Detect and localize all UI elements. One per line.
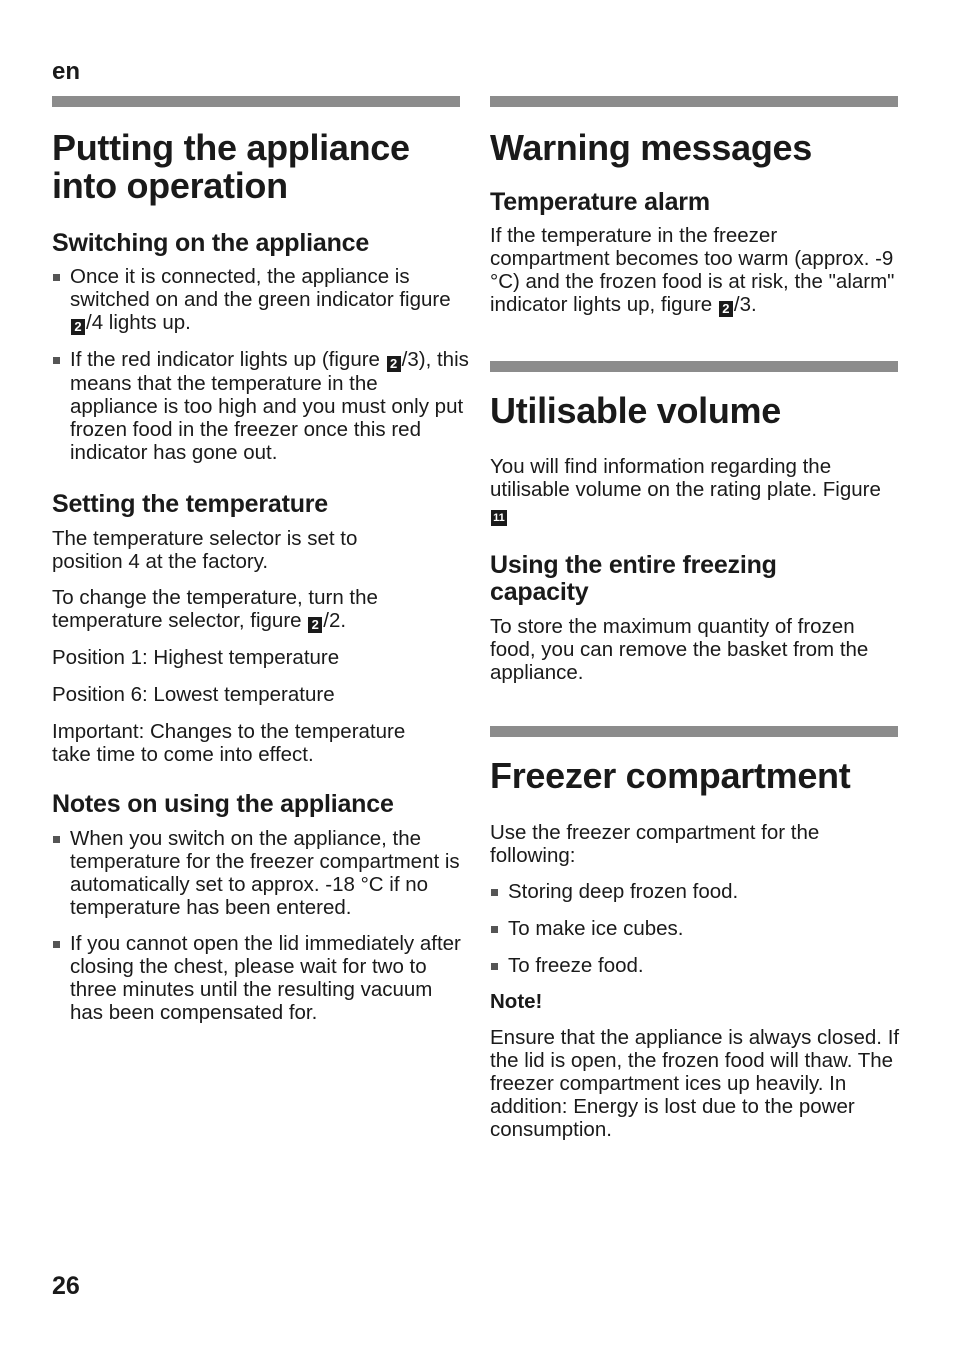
heading-temperature-alarm: Temperature alarm xyxy=(490,188,710,216)
paragraph: The temperature selector is set to position 4 at the factory. xyxy=(52,527,358,573)
paragraph: Use the freezer compartment for the following: xyxy=(490,821,820,867)
heading-switching-on: Switching on the appliance xyxy=(52,229,370,257)
left-column xyxy=(52,96,469,1024)
paragraph: Position 1: Highest temperature xyxy=(52,646,340,669)
paragraph: Ensure that the appliance is always closed. If the lid is open, the frozen food will thaw. The freezer compartment ices up heavily. In addition: Energy is lost due to the power consumption. xyxy=(490,1026,900,1141)
section-rule xyxy=(490,361,898,372)
figure-ref-icon: 2 xyxy=(308,617,322,633)
list-item: Once it is connected, the appliance is switched on and the green indicator figure 2 /4 lights up. xyxy=(52,265,470,335)
section-rule xyxy=(490,96,898,107)
list-item: Storing deep frozen food. xyxy=(490,880,902,903)
heading-notes: Notes on using the appliance xyxy=(52,790,394,818)
figure-ref-icon: 2 xyxy=(387,356,401,372)
note-label: Note! xyxy=(490,990,543,1013)
figure-ref-icon: 2 xyxy=(71,319,85,335)
list-item: To freeze food. xyxy=(490,954,902,977)
section-title-freezer: Freezer compartment xyxy=(490,755,851,796)
list-item: If you cannot open the lid immediately after closing the chest, please wait for two to three minutes until the resulting vacuum has been compensated for. xyxy=(52,932,470,1024)
section-rule xyxy=(490,726,898,737)
paragraph: To store the maximum quantity of frozen food, you can remove the basket from the appliance. xyxy=(490,615,869,684)
heading-setting-temperature: Setting the temperature xyxy=(52,490,329,518)
section-title-warning: Warning messages xyxy=(490,127,812,168)
paragraph: You will find information regarding the utilisable volume on the rating plate. Figure 11 xyxy=(490,455,881,524)
language-code: en xyxy=(52,58,81,85)
list-item: When you switch on the appliance, the temperature for the freezer compartment is automatically set to approx. -18 °C if no temperature has been entered. xyxy=(52,827,470,919)
section-title-volume: Utilisable volume xyxy=(490,390,781,431)
figure-ref-icon: 11 xyxy=(491,510,507,526)
section-rule xyxy=(52,96,460,107)
right-column xyxy=(490,96,902,1141)
section-title-operation: Putting the appliance into operation xyxy=(52,127,410,206)
list-item: To make ice cubes. xyxy=(490,917,902,940)
paragraph: To change the temperature, turn the temperature selector, figure 2 /2. xyxy=(52,586,378,632)
heading-freezing-capacity: Using the entire freezing capacity xyxy=(490,551,777,606)
paragraph: If the temperature in the freezer compartment becomes too warm (approx. -9 °C) and the frozen food is at risk, the "alarm" indicator lights up, figure 2 /3. xyxy=(490,224,895,316)
list-item: If the red indicator lights up (figure 2 /3), this means that the temperature in the appliance is too high and you must only put frozen food in the freezer once this red indicator has gone out. xyxy=(52,348,470,464)
figure-ref-icon: 2 xyxy=(719,301,733,317)
page-number: 26 xyxy=(52,1272,80,1300)
paragraph: Important: Changes to the temperature take time to come into effect. xyxy=(52,720,406,766)
paragraph: Position 6: Lowest temperature xyxy=(52,683,335,706)
important-label: Important: xyxy=(52,720,145,743)
